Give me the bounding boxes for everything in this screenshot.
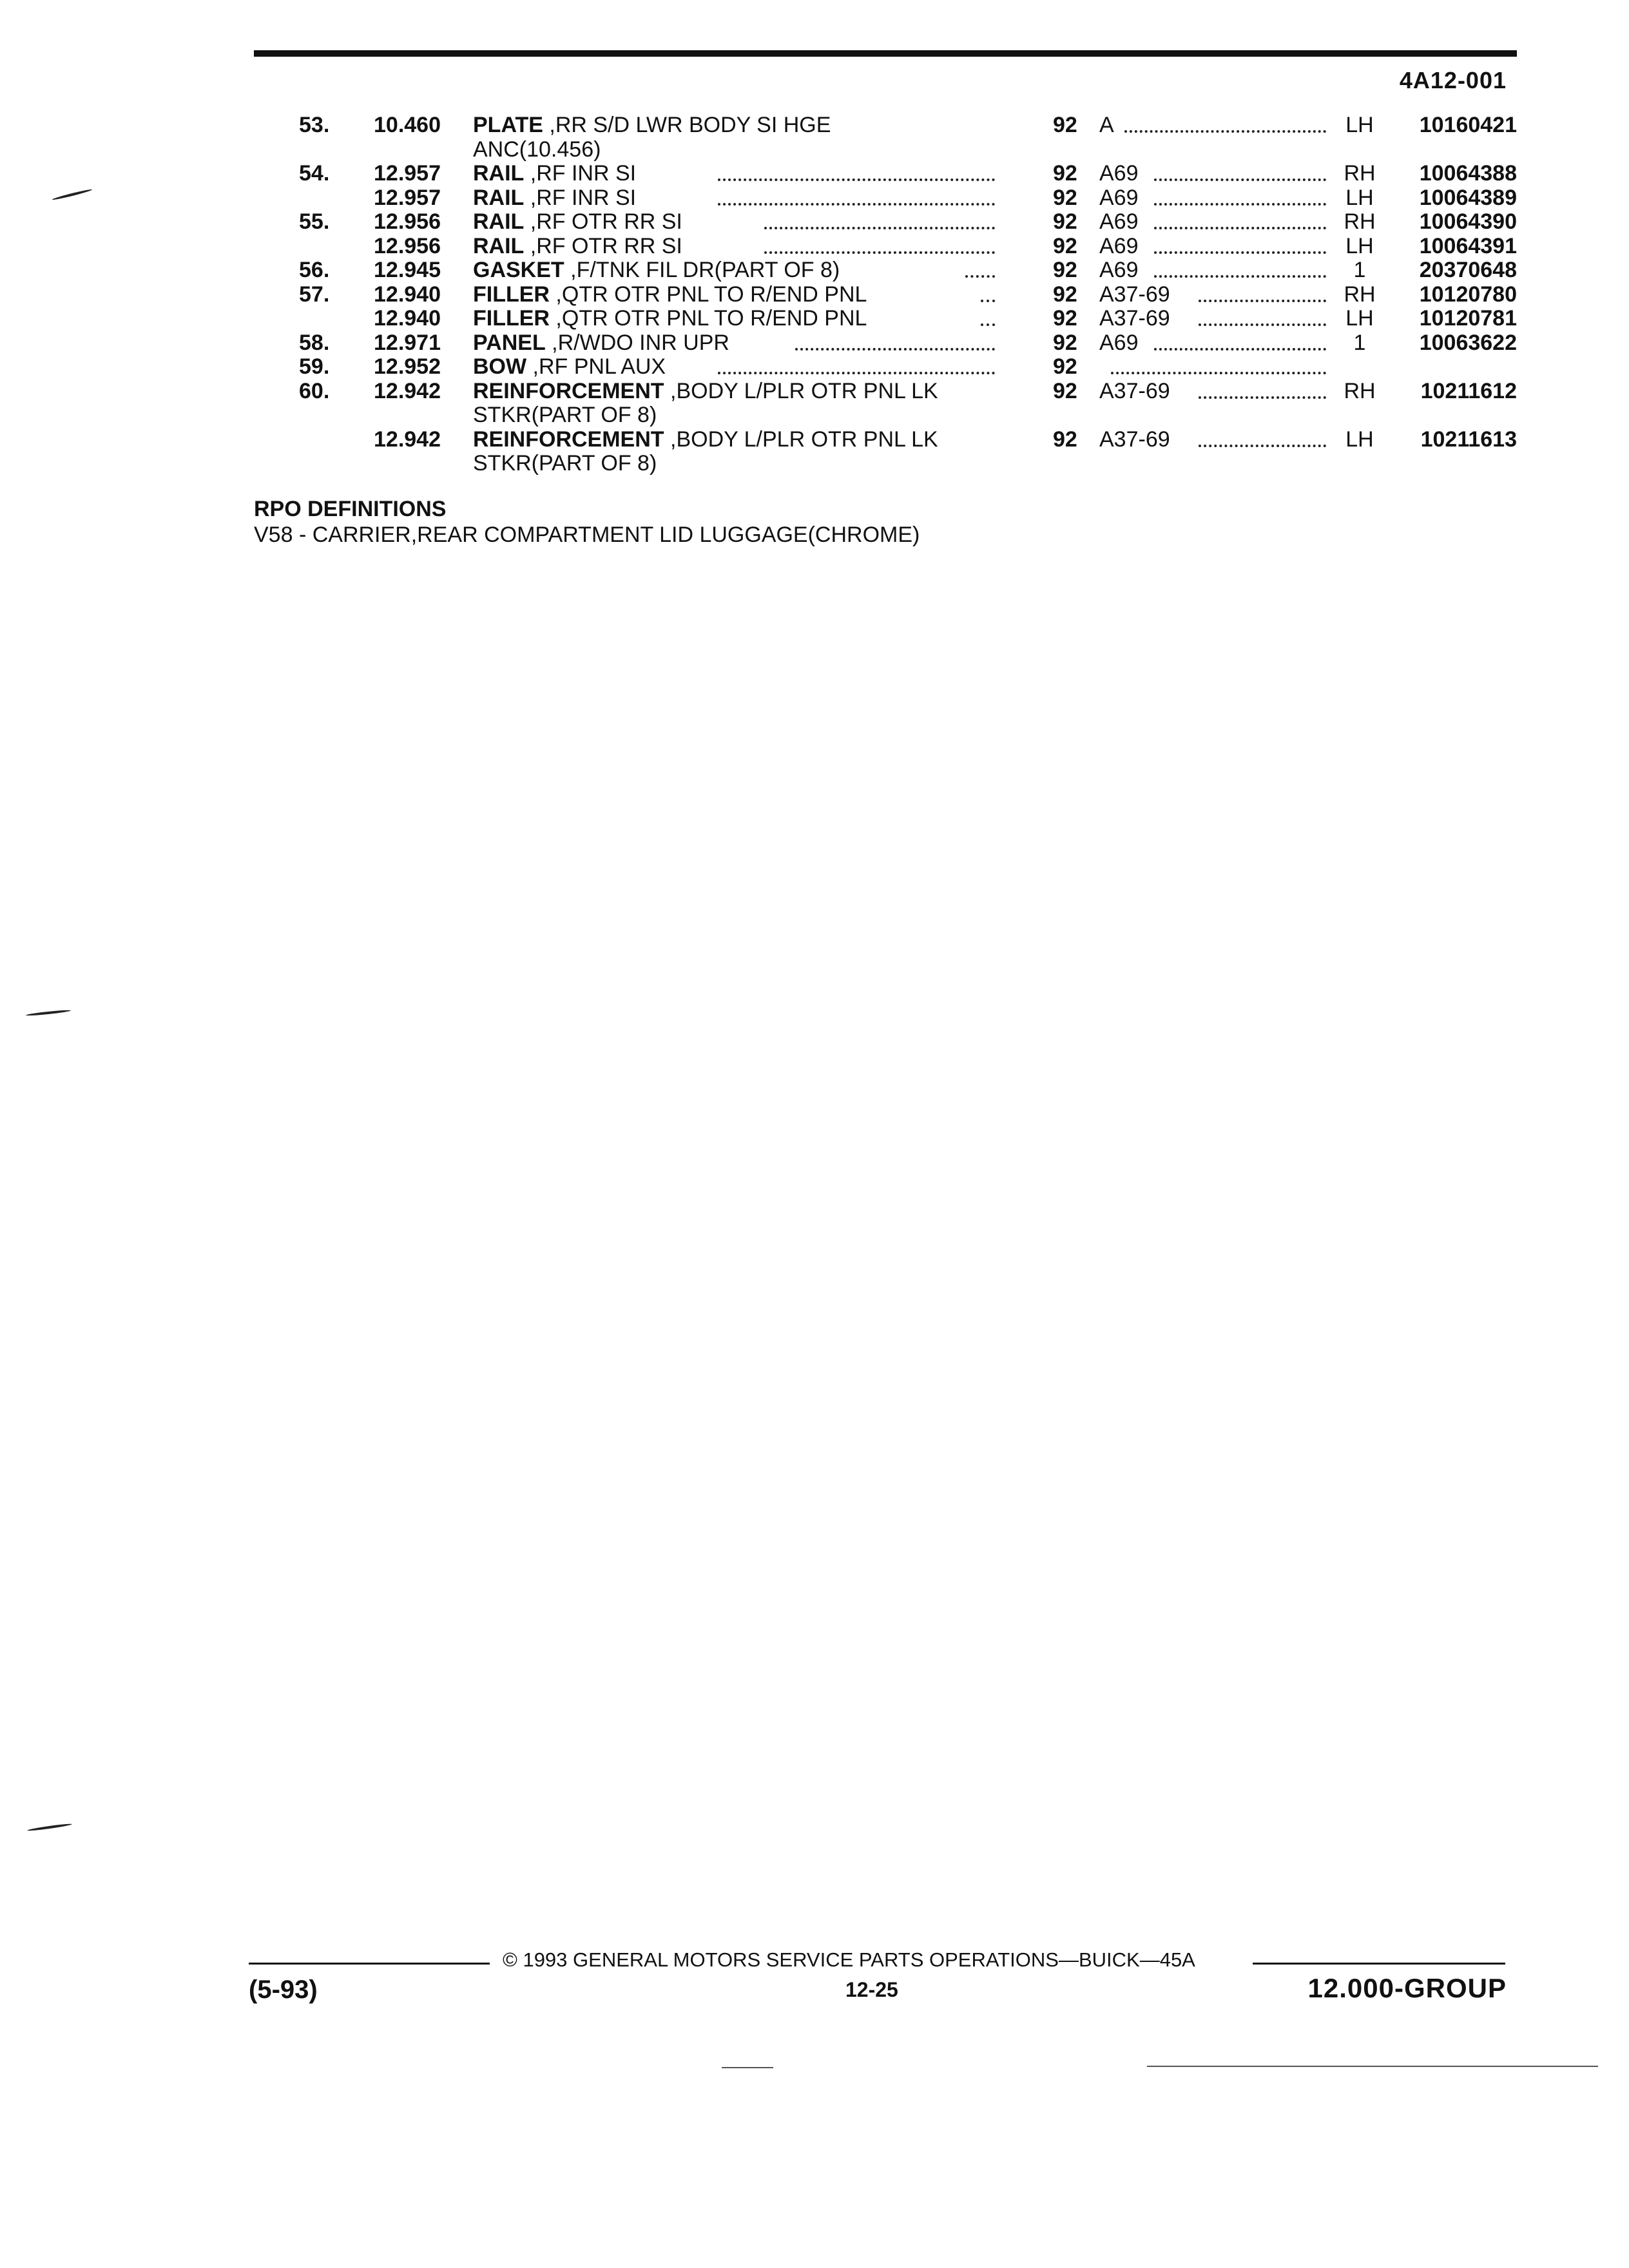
group-number: 12.942	[374, 427, 441, 452]
rpo-definition: V58 - CARRIER,REAR COMPARTMENT LID LUGGAGE(CHROME)	[254, 523, 920, 547]
body-style: A	[1099, 113, 1114, 137]
part-name: RAIL	[473, 233, 525, 258]
part-description	[473, 307, 995, 331]
part-detail-continued: STKR(PART OF 8)	[473, 403, 657, 427]
group-number: 12.952	[374, 354, 441, 379]
item-number: 57.	[299, 282, 330, 307]
item-number: 56.	[299, 258, 330, 282]
group-number: 12.971	[374, 330, 441, 355]
group-number: 12.945	[374, 258, 441, 282]
part-name: REINFORCEMENT	[473, 427, 664, 452]
side-or-qty: LH	[1345, 113, 1374, 137]
rpo-definitions	[254, 496, 920, 548]
scan-mark	[722, 2067, 773, 2068]
dot-leader	[1199, 396, 1326, 399]
part-description	[473, 186, 995, 211]
dot-leader	[1199, 445, 1326, 447]
parts-row	[254, 307, 1517, 331]
body-style: A69	[1099, 330, 1139, 355]
group-number: 12.940	[374, 282, 441, 307]
dot-leader	[1199, 300, 1326, 302]
part-name: FILLER	[473, 306, 550, 331]
model-year: 92	[1053, 378, 1077, 403]
revision-date: (5-93)	[249, 1975, 318, 2004]
item-number: 60.	[299, 378, 330, 403]
part-detail: ,RR S/D LWR BODY SI HGE	[543, 113, 831, 137]
side-or-qty: RH	[1344, 209, 1376, 234]
body-style: A69	[1099, 161, 1139, 186]
part-description	[473, 331, 995, 356]
parts-row	[254, 331, 1517, 356]
side-or-qty: 1	[1353, 330, 1366, 355]
parts-row	[254, 258, 1517, 283]
side-or-qty: LH	[1345, 185, 1374, 210]
parts-row	[254, 355, 1517, 380]
part-name: GASKET	[473, 258, 564, 282]
body-style: A37-69	[1099, 378, 1170, 403]
parts-row	[254, 283, 1517, 307]
dot-leader	[965, 275, 995, 278]
parts-row	[254, 235, 1517, 259]
body-style: A37-69	[1099, 427, 1170, 452]
scan-mark	[26, 1009, 71, 1016]
group-number: 12.956	[374, 233, 441, 258]
side-or-qty: LH	[1345, 233, 1374, 258]
dot-leader	[1154, 275, 1326, 278]
header-rule	[254, 50, 1517, 57]
part-description	[473, 380, 995, 428]
part-description	[473, 428, 995, 476]
parts-row	[254, 210, 1517, 235]
part-detail: ,BODY L/PLR OTR PNL LK	[664, 427, 938, 452]
dot-leader	[1154, 348, 1326, 351]
dot-leader	[1154, 178, 1326, 181]
side-or-qty: RH	[1344, 282, 1376, 307]
model-year: 92	[1053, 306, 1077, 331]
part-number: 10063622	[1419, 330, 1517, 355]
part-number: 10120780	[1419, 282, 1517, 307]
parts-table	[254, 113, 1517, 476]
part-description	[473, 258, 995, 283]
part-detail-continued: STKR(PART OF 8)	[473, 451, 657, 476]
part-name: RAIL	[473, 161, 525, 186]
model-year: 92	[1053, 113, 1077, 137]
side-or-qty: LH	[1345, 306, 1374, 331]
part-number: 10211613	[1420, 427, 1517, 452]
part-name: RAIL	[473, 209, 525, 234]
dot-leader	[764, 227, 995, 229]
part-detail: ,RF PNL AUX	[526, 354, 666, 379]
model-year: 92	[1053, 282, 1077, 307]
scan-mark	[52, 188, 92, 200]
part-detail: ,RF OTR RR SI	[524, 209, 682, 234]
dot-leader	[718, 372, 995, 374]
dot-leader	[1199, 323, 1326, 326]
group-number: 12.940	[374, 306, 441, 331]
parts-row	[254, 380, 1517, 428]
item-number: 59.	[299, 354, 330, 379]
scan-mark	[27, 1823, 72, 1832]
model-year: 92	[1053, 185, 1077, 210]
body-style: A69	[1099, 233, 1139, 258]
body-style: A69	[1099, 258, 1139, 282]
dot-leader	[795, 348, 995, 351]
part-description	[473, 210, 995, 235]
parts-row	[254, 186, 1517, 211]
dot-leader	[981, 300, 995, 302]
group-number: 12.957	[374, 185, 441, 210]
part-detail: ,RF OTR RR SI	[524, 233, 682, 258]
model-year: 92	[1053, 258, 1077, 282]
dot-leader	[1111, 372, 1326, 374]
group-label: 12.000-GROUP	[1307, 1973, 1507, 2003]
footer-rule-left	[249, 1963, 490, 1965]
group-number: 12.957	[374, 161, 441, 186]
part-detail: ,BODY L/PLR OTR PNL LK	[664, 378, 938, 403]
part-description	[473, 113, 995, 162]
part-name: RAIL	[473, 185, 525, 210]
side-or-qty: 1	[1353, 258, 1366, 282]
part-number: 20370648	[1419, 258, 1517, 282]
model-year: 92	[1053, 233, 1077, 258]
parts-row	[254, 113, 1517, 162]
part-name: PLATE	[473, 113, 543, 137]
body-style: A69	[1099, 185, 1139, 210]
part-number: 10064391	[1419, 233, 1517, 258]
body-style: A37-69	[1099, 282, 1170, 307]
part-detail: ,QTR OTR PNL TO R/END PNL	[549, 306, 867, 331]
dot-leader	[1154, 251, 1326, 254]
part-number: 10064390	[1419, 209, 1517, 234]
body-style: A69	[1099, 209, 1139, 234]
rpo-title: RPO DEFINITIONS	[254, 497, 447, 521]
dot-leader	[1124, 130, 1326, 133]
part-name: PANEL	[473, 330, 546, 355]
part-number: 10064388	[1419, 161, 1517, 186]
side-or-qty: RH	[1344, 161, 1376, 186]
dot-leader	[764, 251, 995, 254]
model-year: 92	[1053, 209, 1077, 234]
dot-leader	[1154, 203, 1326, 206]
part-number: 10064389	[1419, 185, 1517, 210]
part-number: 10120781	[1419, 306, 1517, 331]
model-year: 92	[1053, 427, 1077, 452]
part-description	[473, 283, 995, 307]
part-detail-continued: ANC(10.456)	[473, 137, 601, 162]
part-description	[473, 355, 995, 380]
scan-mark	[1147, 2066, 1598, 2067]
body-style: A37-69	[1099, 306, 1170, 331]
part-detail: ,R/WDO INR UPR	[545, 330, 729, 355]
part-number: 10211612	[1420, 378, 1517, 403]
part-name: BOW	[473, 354, 527, 379]
part-description	[473, 162, 995, 186]
part-description	[473, 235, 995, 259]
dot-leader	[718, 203, 995, 206]
document-id: 4A12-001	[1399, 67, 1507, 93]
part-detail: ,RF INR SI	[524, 185, 637, 210]
part-number: 10160421	[1419, 113, 1517, 137]
footer-rule-right	[1253, 1963, 1505, 1965]
group-number: 12.956	[374, 209, 441, 234]
part-detail: ,QTR OTR PNL TO R/END PNL	[549, 282, 867, 307]
group-number: 12.942	[374, 378, 441, 403]
item-number: 54.	[299, 161, 330, 186]
model-year: 92	[1053, 354, 1077, 379]
group-number: 10.460	[374, 113, 441, 137]
part-name: FILLER	[473, 282, 550, 307]
model-year: 92	[1053, 161, 1077, 186]
side-or-qty: RH	[1344, 378, 1376, 403]
page-number: 12-25	[845, 1978, 898, 2001]
part-detail: ,RF INR SI	[524, 161, 637, 186]
dot-leader	[981, 323, 995, 326]
item-number: 58.	[299, 330, 330, 355]
model-year: 92	[1053, 330, 1077, 355]
parts-row	[254, 162, 1517, 186]
item-number: 55.	[299, 209, 330, 234]
dot-leader	[718, 178, 995, 181]
copyright-notice: © 1993 GENERAL MOTORS SERVICE PARTS OPERATIONS—BUICK—45A	[503, 1948, 1195, 1971]
part-detail: ,F/TNK FIL DR(PART OF 8)	[564, 258, 840, 282]
part-name: REINFORCEMENT	[473, 378, 664, 403]
dot-leader	[1154, 227, 1326, 229]
side-or-qty: LH	[1345, 427, 1374, 452]
parts-row	[254, 428, 1517, 476]
item-number: 53.	[299, 113, 330, 137]
